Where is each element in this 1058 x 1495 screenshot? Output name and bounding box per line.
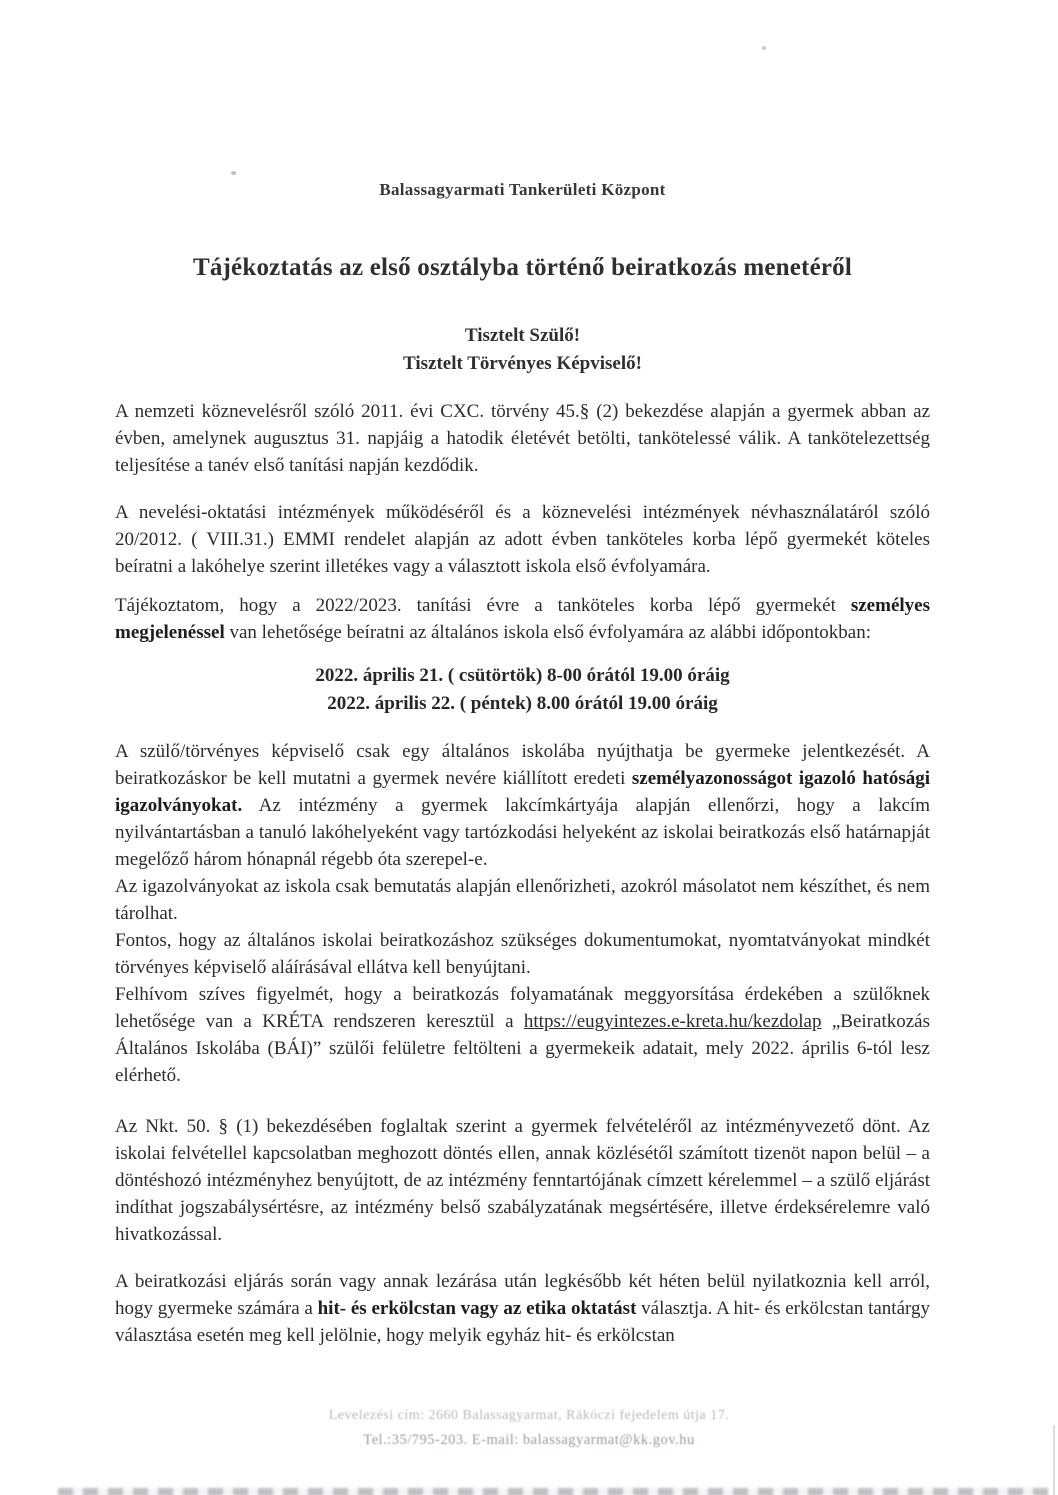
text-run: van lehetősége beíratni az általános iskola első évfolyamára az alábbi időpontokban: bbox=[224, 622, 872, 643]
paragraph-documents-check: Az igazolványokat az iskola csak bemutatás alapján ellenőrizheti, azokról másolatot nem készíthet, és nem tárolhat. bbox=[115, 876, 930, 924]
ekreta-link[interactable]: https://eugyintezes.e-kreta.hu/kezdolap bbox=[523, 1011, 822, 1032]
organization-name: Balassagyarmati Tankerületi Központ bbox=[379, 180, 666, 199]
text-run: A szülő/törvényes képviselő csak egy általános iskolába nyújthatja be gyermeke jelentkezését. A beiratkozáskor be kell mutatni a gyermek nevére kiállított eredeti bbox=[115, 741, 930, 789]
paragraph-enrollment-info bbox=[115, 592, 930, 646]
enrollment-dates bbox=[115, 662, 930, 718]
bold-identity-documents: személyazonosságot igazoló hatósági igazolványokat. bbox=[115, 768, 930, 816]
paragraph-law-basis: A nemzeti köznevelésről szóló 2011. évi CXC. törvény 45.§ (2) bekezdése alapján a gyermek abban az évben, amelynek augusztus 31. napjáig a hatodik életévét betölti, tankötelessé válik. A tankötelezettség teljesítése a tanév első tanítási napján kezdődik. bbox=[115, 401, 930, 476]
enrollment-date-thursday: 2022. április 21. ( csütörtök) 8-00 órától 19.00 óráig bbox=[315, 665, 730, 686]
letter-footer bbox=[0, 1404, 1058, 1452]
paragraph-appeal-process: Az Nkt. 50. § (1) bekezdésében foglaltak szerint a gyermek felvételéről az intézményvezető dönt. Az iskolai felvétellel kapcsolatban meghozott döntés ellen, annak közlésétől számított tizenöt napon belül – a döntéshozó intézményhez benyújtott, de az intézmény fenntartójának címzett kérelemmel – a szülő eljárást indíthat jogszabálysértésre, az intézmény belső szabályzatának megsértésére, illetve érdeksérelemre való hivatkozással. bbox=[115, 1116, 930, 1245]
text-run: választja. A hit- és erkölcstan tantárgy választása esetén meg kell jelölnie, hogy melyik egyház hit- és erkölcstan bbox=[115, 1298, 930, 1346]
footer-address: Levelezési cím: 2660 Balassagyarmat, Rákóczi fejedelem útja 17. bbox=[328, 1408, 730, 1423]
salutation-parent: Tisztelt Szülő! bbox=[464, 325, 581, 346]
text-run: Az intézmény a gyermek lakcímkártyája alapján ellenőrzi, hogy a lakcím nyilvántartásban a tanuló lakóhelyeként vagy tartózkodási helyeként az iskolai beiratkozás első határnapját megelőző három hónapnál régebb óta szerepel-e. bbox=[115, 795, 930, 870]
cut-off-text-artifact bbox=[58, 1488, 1048, 1495]
paragraph-kreta-system bbox=[115, 981, 930, 1089]
text-run: A beiratkozási eljárás során vagy annak lezárása után legkésőbb két héten belül nyilatkoznia kell arról, hogy gyermeke számára a bbox=[115, 1271, 930, 1319]
text-run: Tájékoztatom, hogy a 2022/2023. tanítási évre a tanköteles korba lépő gyermekét bbox=[115, 595, 851, 616]
page-title: Tájékoztatás az első osztályba történő beiratkozás menetéről bbox=[192, 254, 853, 281]
scan-edge-artifact bbox=[1053, 1425, 1055, 1495]
footer-contact: Tel.:35/795-203. E-mail: balassagyarmat@kk.gov.hu bbox=[363, 1432, 695, 1448]
salutation-block bbox=[115, 322, 930, 378]
paragraph-signatures: Fontos, hogy az általános iskolai beiratkozáshoz szükséges dokumentumokat, nyomtatványokat mindkét törvényes képviselő aláírásával ellátva kell benyújtani. bbox=[115, 930, 930, 978]
salutation-representative: Tisztelt Törvényes Képviselő! bbox=[403, 353, 642, 374]
enrollment-details-block bbox=[115, 738, 930, 1089]
enrollment-date-friday: 2022. április 22. ( péntek) 8.00 órától 19.00 óráig bbox=[327, 693, 718, 714]
paragraph-emmi-decree: A nevelési-oktatási intézmények működéséről és a köznevelési intézmények névhasználatáról szóló 20/2012. ( VIII.31.) EMMI rendelet alapján az adott évben tanköteles korba lépő gyermekét köteles beíratni a lakóhelye szerint illetékes vagy a választott iskola első évfolyamára. bbox=[115, 502, 930, 577]
bold-ethics-education: hit- és erkölcstan vagy az etika oktatást bbox=[317, 1298, 637, 1319]
bold-personal-appearance: személyes megjelenéssel bbox=[115, 595, 930, 643]
paragraph-ethics-choice bbox=[115, 1268, 930, 1349]
text-run: Felhívom szíves figyelmét, hogy a beiratkozás folyamatának meggyorsítása érdekében a szülőknek lehetősége van a KRÉTA rendszeren keresztül a bbox=[115, 984, 930, 1032]
text-run: „Beiratkozás Általános Iskolába (BÁI)” szülői felületre feltölteni a gyermekeik adatait, mely 2022. április 6-tól lesz elérhető. bbox=[115, 1011, 930, 1086]
paragraph-id-documents bbox=[115, 738, 930, 873]
